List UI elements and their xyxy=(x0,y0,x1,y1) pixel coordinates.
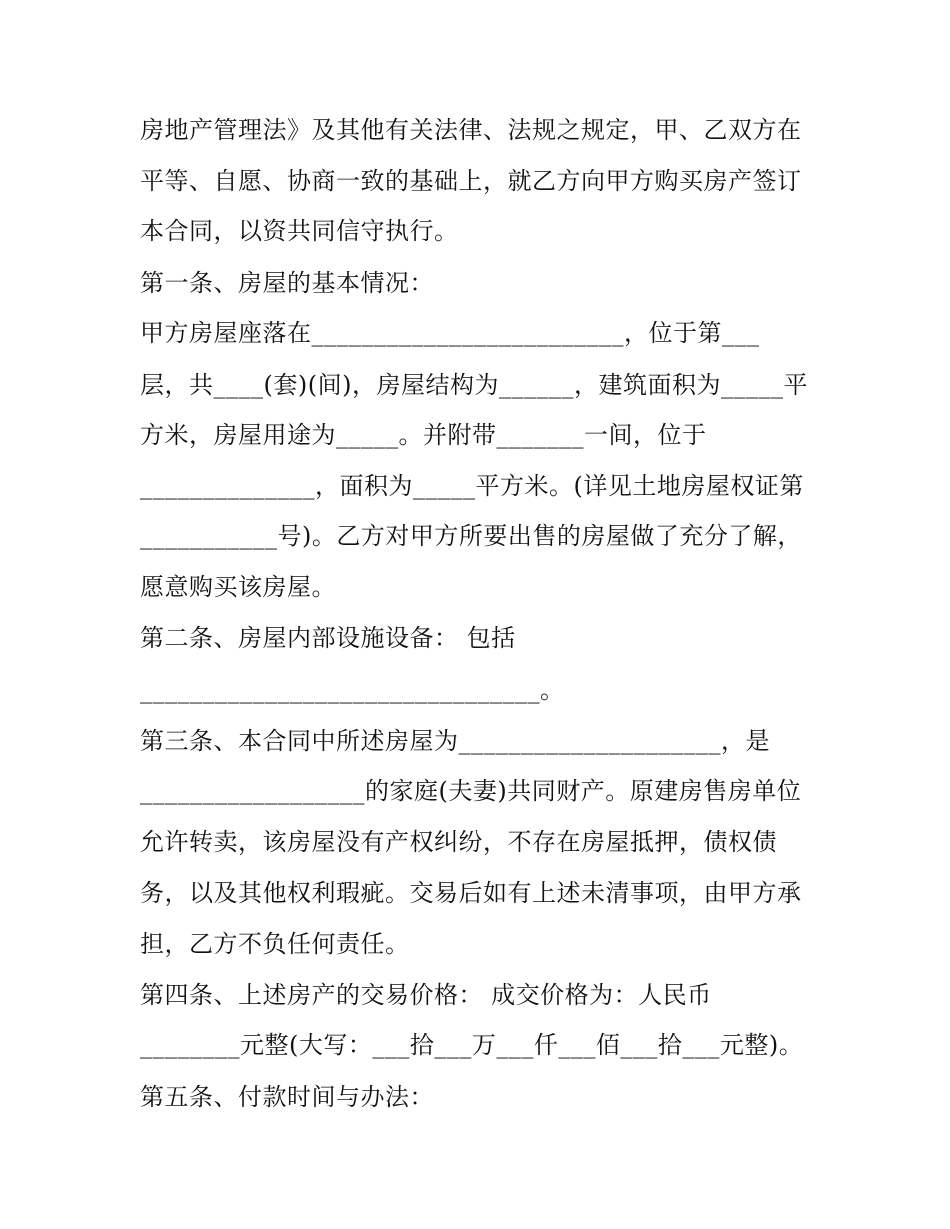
text-line: ______________，面积为_____平方米。(详见土地房屋权证第 xyxy=(140,472,804,500)
text-line: ___________号)。乙方对甲方所要出售的房屋做了充分了解， xyxy=(140,522,802,550)
section-heading-3: 第三条、本合同中所述房屋为_____________________，是 xyxy=(140,727,770,755)
section-heading-4: 第四条、上述房产的交易价格： 成交价格为：人民币 xyxy=(140,981,712,1009)
text-line: 担，乙方不负任何责任。 xyxy=(140,930,410,958)
text-line: ________________________________。 xyxy=(140,676,565,704)
section-heading-2: 第二条、房屋内部设施设备： 包括 xyxy=(140,624,516,652)
text-line: 愿意购买该房屋。 xyxy=(140,573,336,601)
text-line: 平等、自愿、协商一致的基础上，就乙方向甲方购买房产签订 xyxy=(140,167,802,195)
text-line: 房地产管理法》及其他有关法律、法规之规定，甲、乙双方在 xyxy=(140,116,802,144)
section-heading-5: 第五条、付款时间与办法： xyxy=(140,1083,434,1111)
text-line: 允许转卖，该房屋没有产权纠纷，不存在房屋抵押，债权债 xyxy=(140,828,777,856)
section-heading-1: 第一条、房屋的基本情况： xyxy=(140,269,434,297)
text-line: 务，以及其他权利瑕疵。交易后如有上述未清事项，由甲方承 xyxy=(140,879,802,907)
text-line: 本合同，以资共同信守执行。 xyxy=(140,217,459,245)
text-line: __________________的家庭(夫妻)共同财产。原建房售房单位 xyxy=(140,777,802,805)
text-line: 方米，房屋用途为_____。并附带_______一间，位于 xyxy=(140,421,707,449)
text-line: ________元整(大写：___拾___万___仟___佰___拾___元整)。 xyxy=(140,1031,804,1059)
text-line: 甲方房屋座落在_________________________，位于第___ xyxy=(140,319,760,347)
text-line: 层，共____(套)(间)，房屋结构为______，建筑面积为_____平 xyxy=(140,371,808,399)
